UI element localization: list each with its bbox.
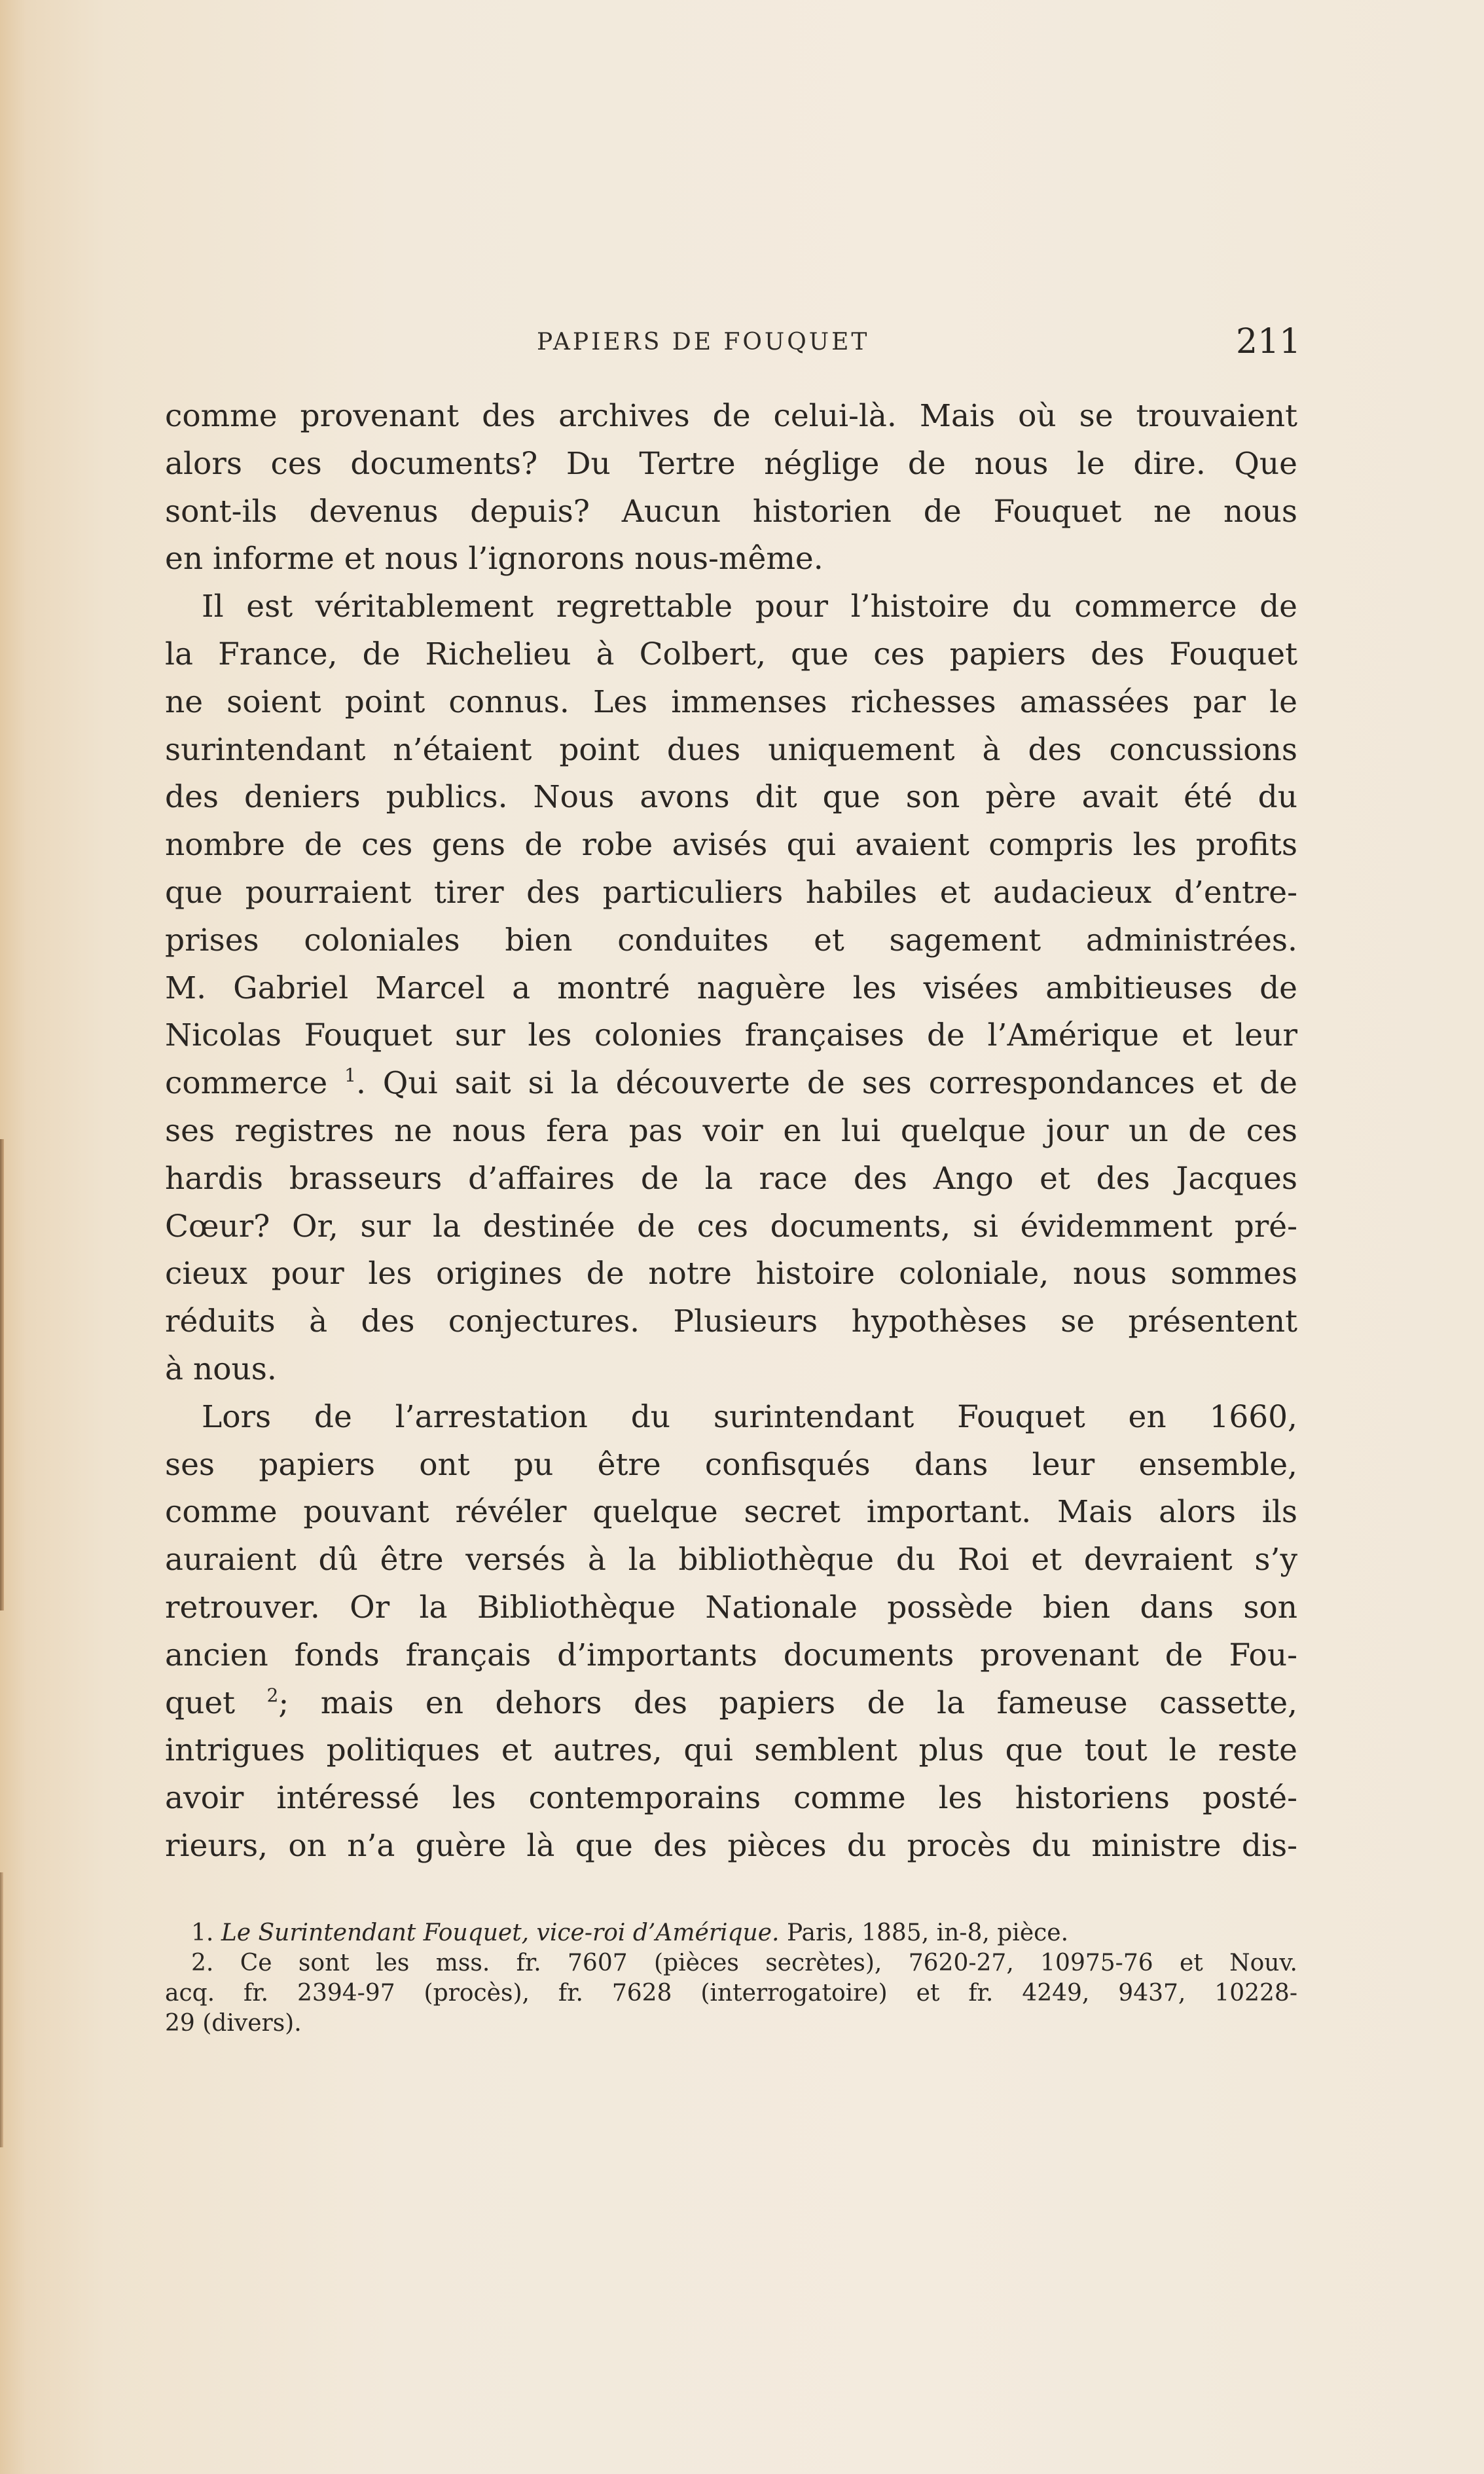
- text-line: surintendant n’étaient point dues uniquement à des concussions: [165, 731, 1297, 768]
- text-line: ses registres ne nous fera pas voir en lui quelque jour un de ces: [165, 1112, 1297, 1149]
- footnote-1: [165, 1918, 1297, 1948]
- footnote-ref-2[interactable]: 2: [266, 1684, 279, 1706]
- text-line: réduits à des conjectures. Plusieurs hypothèses se présentent: [165, 1303, 1297, 1340]
- text-line: ses papiers ont pu être confisqués dans leur ensemble,: [165, 1446, 1297, 1483]
- footnote-text: Paris, 1885, in-8, pièce.: [779, 1919, 1069, 1946]
- footnote-number: 2.: [191, 1950, 214, 1976]
- text-line: en informe et nous l’ignorons nous-même.: [165, 541, 823, 577]
- page-header: [0, 322, 1484, 368]
- text-line: comme provenant des archives de celui-là. Mais où se trouvaient: [165, 398, 1297, 434]
- text-line: prises coloniales bien conduites et sagement administrées.: [165, 922, 1297, 958]
- text-line: ne soient point connus. Les immenses richesses amassées par le: [165, 683, 1297, 720]
- text-fragment: ; mais en dehors des papiers de la fameuse cassette,: [278, 1684, 1297, 1721]
- text-line: hardis brasseurs d’affaires de la race des Ango et des Jacques: [165, 1160, 1297, 1197]
- text-line: cieux pour les origines de notre histoire coloniale, nous sommes: [165, 1256, 1297, 1292]
- footnote-number: 1.: [191, 1919, 214, 1946]
- text-line-with-footnote-ref: [165, 1680, 1297, 1728]
- text-line: intrigues politiques et autres, qui semblent plus que tout le reste: [165, 1732, 1297, 1769]
- paragraph-start-line: Il est véritablement regrettable pour l’histoire du commerce de: [202, 589, 1297, 625]
- text-line: avoir intéressé les contemporains comme les historiens posté-: [165, 1780, 1297, 1817]
- text-line: Cœur? Or, sur la destinée de ces documents, si évidemment pré-: [165, 1208, 1297, 1245]
- text-line: que pourraient tirer des particuliers habiles et audacieux d’entre-: [165, 874, 1297, 911]
- footnote-ref-1[interactable]: 1: [344, 1064, 356, 1087]
- book-spine-shadow: [0, 1139, 4, 1610]
- footnote-text: Ce sont les mss. fr. 7607 (pièces secrètes), 7620-27, 10975-76 et Nouv.: [240, 1950, 1297, 1976]
- text-line: M. Gabriel Marcel a montré naguère les visées ambitieuses de: [165, 970, 1297, 1006]
- text-line: la France, de Richelieu à Colbert, que ces papiers des Fouquet: [165, 636, 1297, 672]
- running-title: PAPIERS DE FOUQUET: [537, 329, 870, 355]
- text-line: comme pouvant révéler quelque secret important. Mais alors ils: [165, 1494, 1297, 1531]
- footnotes: [165, 1918, 1297, 2039]
- body-text: [165, 393, 1297, 1870]
- paragraph-start-line: Lors de l’arrestation du surintendant Fouquet en 1660,: [202, 1398, 1297, 1435]
- footnote-cited-title: Le Surintendant Fouquet, vice-roi d’Amérique.: [221, 1919, 780, 1946]
- text-line: des deniers publics. Nous avons dit que son père avait été du: [165, 779, 1297, 816]
- text-fragment: quet: [165, 1684, 267, 1721]
- text-line: sont-ils devenus depuis? Aucun historien de Fouquet ne nous: [165, 493, 1297, 530]
- text-line: auraient dû être versés à la bibliothèque du Roi et devraient s’y: [165, 1542, 1297, 1578]
- text-fragment: . Qui sait si la découverte de ses correspondances et de: [355, 1065, 1297, 1102]
- text-line: alors ces documents? Du Tertre néglige de nous le dire. Que: [165, 445, 1297, 482]
- text-fragment: commerce: [165, 1065, 345, 1102]
- text-line: retrouver. Or la Bibliothèque Nationale possède bien dans son: [165, 1589, 1297, 1626]
- text-line: rieurs, on n’a guère là que des pièces du procès du ministre dis-: [165, 1827, 1297, 1864]
- page-number: 211: [1236, 322, 1301, 361]
- text-line-with-footnote-ref: [165, 1060, 1297, 1108]
- text-line: Nicolas Fouquet sur les colonies françaises de l’Amérique et leur: [165, 1017, 1297, 1054]
- text-line: ancien fonds français d’importants documents provenant de Fou-: [165, 1637, 1297, 1673]
- text-line: nombre de ces gens de robe avisés qui avaient compris les profits: [165, 827, 1297, 864]
- footnote-2-continued: acq. fr. 2394-97 (procès), fr. 7628 (interrogatoire) et fr. 4249, 9437, 10228-: [165, 1980, 1297, 2007]
- footnote-2-continued: 29 (divers).: [165, 2010, 302, 2037]
- footnote-2: [165, 1948, 1297, 1978]
- text-line: à nous.: [165, 1351, 277, 1387]
- book-spine-shadow-lower: [0, 1872, 3, 2147]
